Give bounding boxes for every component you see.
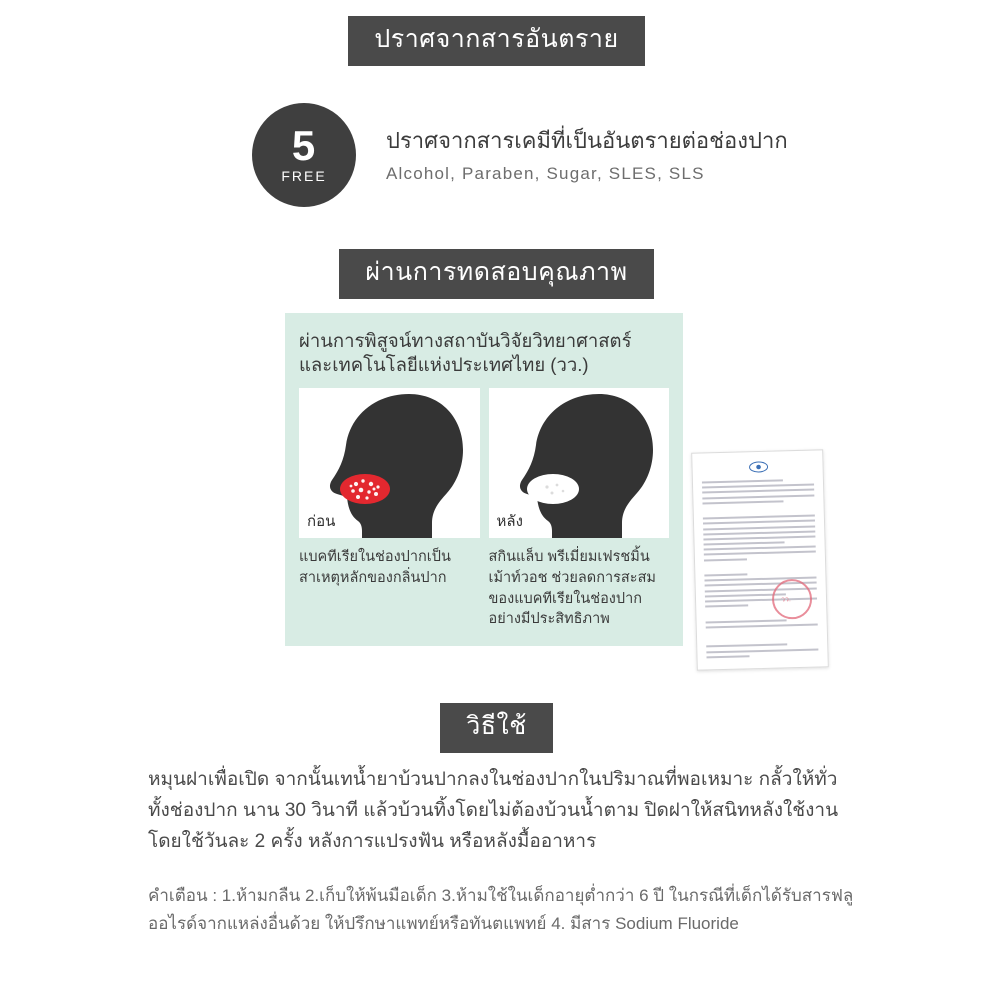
certificate-document: [691, 449, 829, 670]
after-caption: สกินแล็บ พรีเมี่ยมเฟรชมิ้นเม้าท์วอช ช่วยลดการสะสมของแบคทีเรียในช่องปากอย่างมีประสิทธิภาพ: [488, 549, 656, 628]
five-free-word: FREE: [281, 168, 327, 185]
before-after-captions: [299, 547, 669, 629]
head-silhouette-icon: [507, 390, 657, 538]
panel-title-line2: และเทคโนโลยีแห่งประเทศไทย (วว.): [299, 353, 589, 375]
head-silhouette-icon: [317, 390, 467, 538]
before-caption: แบคทีเรียในช่องปากเป็นสาเหตุหลักของกลิ่นปาก: [299, 549, 451, 586]
section-header-quality-label: ผ่านการทดสอบคุณภาพ: [339, 249, 653, 299]
section-header-quality: [0, 249, 993, 299]
five-free-headline: ปราศจากสารเคมีที่เป็นอันตรายต่อช่องปาก: [386, 127, 788, 153]
before-after-images: [299, 388, 669, 538]
five-free-ingredients: Alcohol, Paraben, Sugar, SLES, SLS: [386, 164, 705, 184]
five-free-block: [252, 103, 788, 207]
section-header-howto-label: วิธีใช้: [440, 703, 552, 753]
five-free-number: 5: [291, 121, 317, 169]
before-label: ก่อน: [307, 513, 336, 531]
section-header-free-label: ปราศจากสารอันตราย: [348, 16, 644, 66]
section-header-howto: [0, 703, 993, 753]
after-mouth-clean: [527, 474, 579, 504]
before-card: [299, 388, 480, 538]
before-mouth-highlight: [340, 474, 390, 504]
after-card: [489, 388, 670, 538]
certificate-logo-icon: [748, 461, 768, 475]
howto-instructions: หมุนฝาเพื่อเปิด จากนั้นเทน้ำยาบ้วนปากลงในช่องปากในปริมาณที่พอเหมาะ กลั้วให้ทั่วทั้งช่องปาก นาน 30 วินาที แล้วบ้วนทิ้งโดยไม่ต้องบ้วนน้ำตาม ปิดฝาให้สนิทหลังใช้งาน โดยใช้วันละ 2 ครั้ง หลังการแปรงฟัน หรือหลังมื้ออาหาร: [148, 769, 839, 852]
section-header-free: [0, 16, 993, 66]
panel-title: [299, 329, 669, 376]
panel-title-line1: ผ่านการพิสูจน์ทางสถาบันวิจัยวิทยาศาสตร์: [299, 330, 632, 351]
warning-text: คำเตือน : 1.ห้ามกลืน 2.เก็บให้พ้นมือเด็ก 3.ห้ามใช้ในเด็กอายุต่ำกว่า 6 ปี ในกรณีที่เด็กได้รับสารฟลูออไรด์จากแหล่งอื่นด้วย ให้ปรึกษาแพทย์หรือทันตแพทย์ 4. มีสาร Sodium Fluoride: [148, 886, 854, 933]
five-free-badge: [252, 103, 356, 207]
certificate-footer-lines: [706, 643, 818, 661]
after-label: หลัง: [496, 513, 523, 531]
quality-test-panel: [285, 313, 683, 646]
certificate-stamp-label: วว.: [780, 596, 791, 604]
five-free-text: [386, 126, 788, 185]
